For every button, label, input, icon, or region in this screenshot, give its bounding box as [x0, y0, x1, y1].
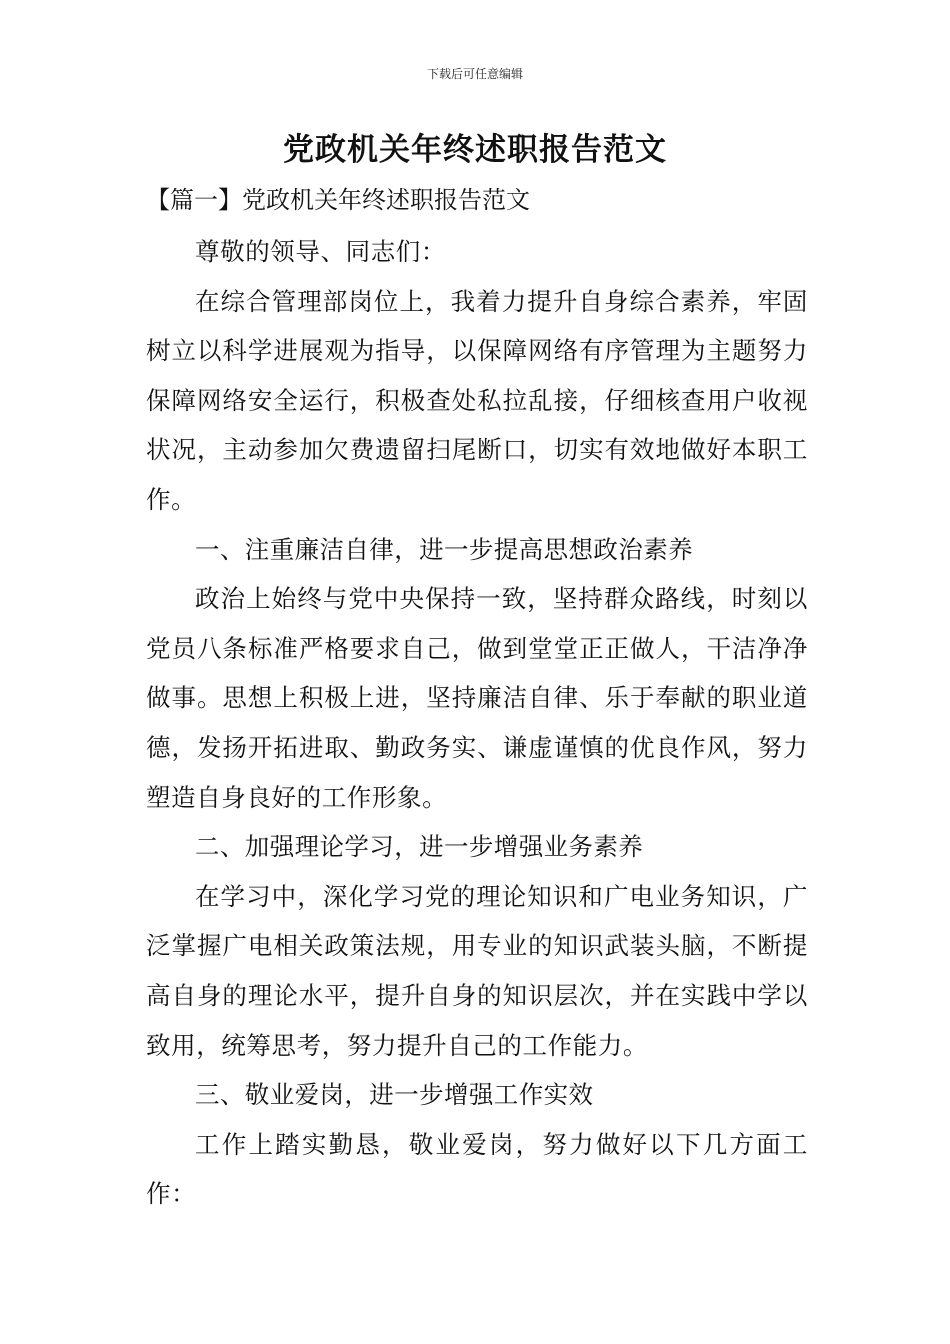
section-heading: 一、注重廉洁自律，进一步提高思想政治素养 — [195, 534, 693, 564]
body-paragraph: 在综合管理部岗位上，我着力提升自身综合素养，牢固树立以科学进展观为指导，以保障网络有序管理为主题努力保障网络安全运行，积极查处私拉乱接，仔细核查用户收视状况，主动参加欠费遗留扫尾断口，切实有效地做好本职工作。 — [146, 286, 808, 514]
body-paragraph: 政治上始终与党中央保持一致，坚持群众路线，时刻以党员八条标准严格要求自己，做到堂堂正正做人，干洁净净做事。思想上积极上进，坚持廉洁自律、乐于奉献的职业道德，发扬开拓进取、勤政务实、谦虚谨慎的优良作风，努力塑造自身良好的工作形象。 — [146, 584, 808, 812]
document-body — [146, 227, 808, 1219]
document-title: 党政机关年终述职报告范文 — [283, 132, 667, 168]
body-paragraph: 在学习中，深化学习党的理论知识和广电业务知识，广泛掌握广电相关政策法规，用专业的知识武装头脑，不断提高自身的理论水平，提升自身的知识层次，并在实践中学以致用，统筹思考，努力提升自己的工作能力。 — [146, 881, 808, 1060]
section-heading: 三、敬业爱岗，进一步增强工作实效 — [195, 1080, 594, 1110]
section-heading: 二、加强理论学习，进一步增强业务素养 — [195, 832, 644, 862]
body-paragraph: 工作上踏实勤恳，敬业爱岗，努力做好以下几方面工作： — [146, 1129, 808, 1209]
section-subtitle: 【篇一】党政机关年终述职报告范文 — [146, 186, 530, 214]
salutation: 尊敬的领导、同志们： — [195, 237, 446, 266]
header-note: 下载后可任意编辑 — [426, 67, 523, 81]
